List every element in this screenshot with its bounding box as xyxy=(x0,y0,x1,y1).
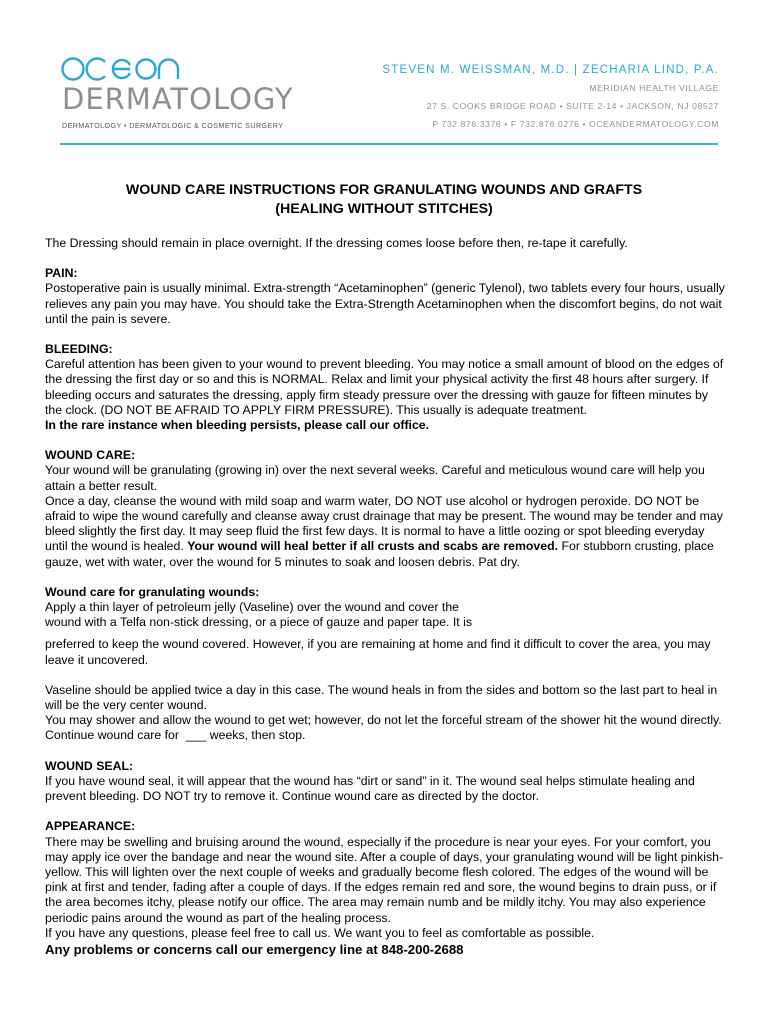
title-line-1: WOUND CARE INSTRUCTIONS FOR GRANULATING WOUNDS AND GRAFTS xyxy=(125,182,643,198)
wound-care-p2-bold: Your wound will heal better if all crusts and scabs are removed. xyxy=(187,539,559,554)
questions-text: If you have any questions, please feel free to call us. We want you to feel as comfortable as possible. xyxy=(45,925,595,940)
wound-care-heading: WOUND CARE: xyxy=(45,448,136,463)
wound-care-p2-end: For stubborn crusting, place gauze, wet with water, over the wound for 5 minutes to soak and loosen debris. Pat dry. xyxy=(45,539,714,569)
letterhead xyxy=(0,0,768,150)
wound-seal-heading: WOUND SEAL: xyxy=(45,758,134,773)
granulating-line-1: Apply a thin layer of petroleum jelly (Vaseline) over the wound and cover the xyxy=(45,600,459,615)
contact-line: P 732.876.3376 • F 732.876.0276 • OCEANDERMATOLOGY.COM xyxy=(432,119,719,129)
pain-heading: PAIN: xyxy=(45,266,78,281)
ocean-logo xyxy=(60,52,180,86)
bleeding-text: Careful attention has been given to your wound to prevent bleeding. You may notice a small amount of blood on the edges of the dressing the first day or so and this is NORMAL. Relax and limit your physical activity the first 48 hours after surgery. If bleeding occurs and saturates the dressing, apply firm steady pressure over the dressing with gauze for fifteen minutes by the clock. (DO NOT BE AFRAID TO APPLY FIRM PRESSURE). This usually is adequate treatment. xyxy=(45,357,724,417)
intro-paragraph: The Dressing should remain in place overnight. If the dressing comes loose before then, re-tape it carefully. xyxy=(45,236,628,250)
wound-seal-text: If you have wound seal, it will appear that the wound has “dirt or sand” in it. The wound seal helps stimulate healing and prevent bleeding. DO NOT try to remove it. Continue wound care as directed by the doctor. xyxy=(45,773,695,804)
logo-tagline: DERMATOLOGY • DERMATOLOGIC & COSMETIC SURGERY xyxy=(62,121,284,130)
appearance-heading: APPEARANCE: xyxy=(45,819,136,834)
emergency-line: Any problems or concerns call our emergency line at 848-200-2688 xyxy=(45,941,464,957)
wound-care-p1: Your wound will be granulating (growing in) over the next several weeks. Careful and meticulous wound care will help you attain a better result. xyxy=(45,463,705,493)
wound-care-p2 xyxy=(45,494,725,570)
bleeding-note: In the rare instance when bleeding persists, please call our office. xyxy=(45,418,430,433)
granulating-p4: You may shower and allow the wound to get wet; however, do not let the forceful stream of the shower hit the wound directly. xyxy=(45,713,722,728)
granulating-heading: Wound care for granulating wounds: xyxy=(45,584,260,599)
pain-text: Postoperative pain is usually minimal. Extra-strength “Acetaminophen” (generic Tylenol), two tablets every four hours, usually relieves any pain you may have. You should take the Extra-Strength Acetaminophen when the discomfort begins, do not wait until the pain is severe. xyxy=(45,281,725,326)
header-divider xyxy=(60,143,718,145)
wound-care-p2-start: Once a day, cleanse the wound with mild soap and warm water, DO NOT use alcohol or hydrogen peroxide. DO NOT be afraid to wipe the wound carefully and cleanse away crust drainage that may be present. The wound may be tender and may bleed slightly the first day. It may seep fluid the first few days. It is normal to have a little oozing or spot bleeding everyday until the wound is healed. xyxy=(45,493,723,554)
granulating-line-2: wound with a Telfa non-stick dressing, or a piece of gauze and paper tape. It is xyxy=(45,615,473,630)
doctor-names: STEVEN M. WEISSMAN, M.D. | ZECHARIA LIND, P.A. xyxy=(382,64,719,76)
appearance-text: There may be swelling and bruising around the wound, especially if the procedure is near your eyes. For your comfort, you may apply ice over the bandage and near the wound site. After a couple of days, your granulating wound will be light pinkish-yellow. This will lighten over the next couple of weeks and gradually become flesh colored. The edges of the wound will be pink at first and tender, fading after a couple of days. If the edges remain red and sore, the wound begins to drain puss, or if the area becomes itchy, please notify our office. The area may remain numb and be mildly itchy. You may also experience periodic pains around the wound as part of the healing process. xyxy=(45,834,724,925)
title-line-2: (HEALING WITHOUT STITCHES) xyxy=(275,201,493,217)
granulating-p5: Continue wound care for ___ weeks, then stop. xyxy=(45,728,306,743)
bleeding-heading: BLEEDING: xyxy=(45,342,113,357)
logo-wordmark: DERMATOLOGY xyxy=(62,82,294,116)
document-title xyxy=(0,181,768,219)
granulating-p3: Vaseline should be applied twice a day in this case. The wound heals in from the sides and bottom so the last part to heal in will be the very center wound. xyxy=(45,682,718,713)
document-body xyxy=(45,236,725,957)
granulating-p2: preferred to keep the wound covered. However, if you are remaining at home and find it difficult to cover the area, you may leave it uncovered. xyxy=(45,637,711,667)
address-line-1: MERIDIAN HEALTH VILLAGE xyxy=(589,83,719,93)
address-line-2: 27 S. COOKS BRIDGE ROAD • SUITE 2-14 • JACKSON, NJ 08527 xyxy=(426,101,719,111)
